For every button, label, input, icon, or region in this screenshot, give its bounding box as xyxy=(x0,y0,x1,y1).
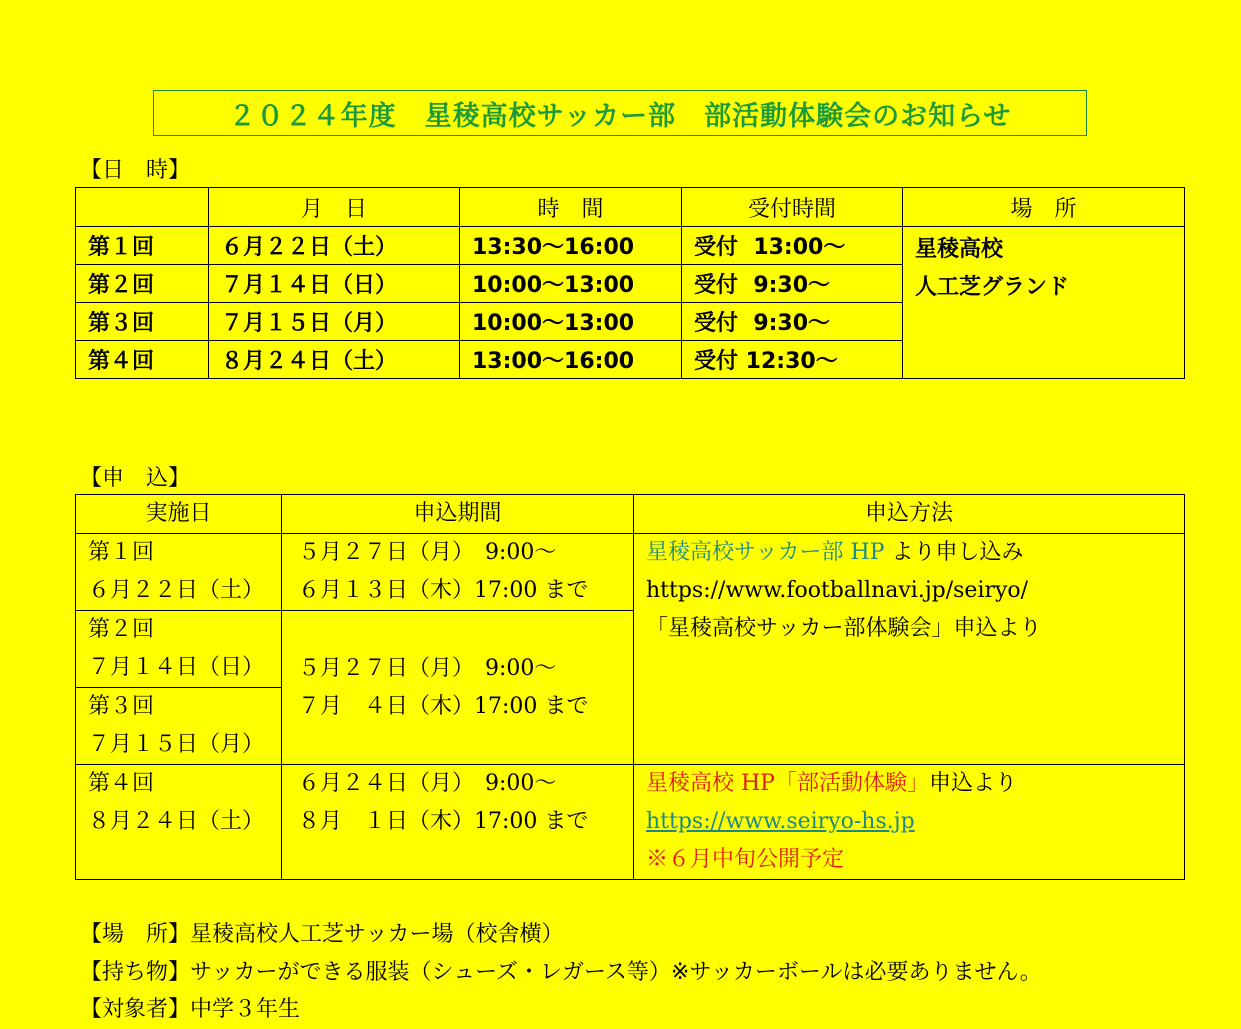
club-hp-url: https://www.footballnavi.jp/seiryo/ xyxy=(646,578,1029,603)
period-end: ８月 １日（木）17:00 まで xyxy=(298,809,589,834)
session-number: 第１回 xyxy=(76,227,209,265)
table-row xyxy=(76,227,1185,265)
session-reception: 受付 9:30〜 xyxy=(682,265,903,303)
schedule-header-row xyxy=(76,188,1185,227)
schedule-header-reception: 受付時間 xyxy=(682,188,903,227)
apply-header-period: 申込期間 xyxy=(282,495,634,534)
method-note: 「星稜高校サッカー部体験会」申込より xyxy=(646,616,1042,641)
period-start: ５月２７日（月） 9:00〜 xyxy=(298,540,557,565)
session-date: ８月２４日（土） xyxy=(88,809,265,834)
table-row xyxy=(76,534,1185,611)
school-hp-text: 星稜高校 HP「部活動体験」 xyxy=(646,771,929,796)
session-number: 第２回 xyxy=(88,617,155,642)
method-text: より申し込み xyxy=(884,540,1024,565)
schedule-header-place: 場 所 xyxy=(903,188,1185,227)
method-line xyxy=(634,765,1184,803)
apply-header-method: 申込方法 xyxy=(634,495,1185,534)
session-reception: 受付 13:00〜 xyxy=(682,227,903,265)
session-time: 13:00〜16:00 xyxy=(460,341,682,379)
apply-day-cell xyxy=(76,688,282,765)
apply-method-cell xyxy=(634,534,1185,765)
apply-day-cell xyxy=(76,765,282,880)
footer-target: 【対象者】中学３年生 xyxy=(80,997,301,1022)
method-text: 申込より xyxy=(928,771,1017,796)
club-hp-text: 星稜高校サッカー部 HP xyxy=(646,540,885,565)
apply-period-cell xyxy=(282,611,634,765)
method-line xyxy=(634,534,1184,572)
footer-place: 【場 所】星稜高校人工芝サッカー場（校舎横） xyxy=(80,922,564,947)
session-time: 10:00〜13:00 xyxy=(460,303,682,341)
apply-period-cell xyxy=(282,765,634,880)
schedule-header-date: 月 日 xyxy=(209,188,460,227)
session-number: 第３回 xyxy=(76,303,209,341)
session-time: 13:30〜16:00 xyxy=(460,227,682,265)
session-time: 10:00〜13:00 xyxy=(460,265,682,303)
session-number: 第１回 xyxy=(88,540,155,565)
place-line-2: 人工芝グランド xyxy=(915,275,1070,300)
session-date: ７月１５日（月） xyxy=(209,303,460,341)
session-reception: 受付 12:30〜 xyxy=(682,341,903,379)
session-date: ８月２４日（土） xyxy=(209,341,460,379)
schedule-header-time: 時 間 xyxy=(460,188,682,227)
schedule-section-label: 【日 時】 xyxy=(80,158,191,183)
apply-header-row xyxy=(76,495,1185,534)
session-date: ７月１４日（日） xyxy=(209,265,460,303)
session-number: 第２回 xyxy=(76,265,209,303)
apply-day-cell xyxy=(76,534,282,611)
session-date: ７月１５日（月） xyxy=(88,732,265,757)
session-number: 第４回 xyxy=(88,771,155,796)
session-date: ６月２２日（土） xyxy=(88,578,265,603)
period-end: ６月１３日（木）17:00 まで xyxy=(298,578,589,603)
session-number: 第３回 xyxy=(88,694,155,719)
footer-items: 【持ち物】サッカーができる服装（シューズ・レガース等）※サッカーボールは必要ありません。 xyxy=(80,960,1042,985)
session-date: ７月１４日（日） xyxy=(88,655,265,680)
apply-day-cell xyxy=(76,611,282,688)
session-place xyxy=(903,227,1185,379)
application-table xyxy=(75,494,1185,880)
period-start: ５月２７日（月） 9:00〜 xyxy=(298,655,557,681)
session-number: 第４回 xyxy=(76,341,209,379)
schedule-header-empty xyxy=(76,188,209,227)
school-hp-link[interactable]: https://www.seiryo-hs.jp xyxy=(646,809,915,834)
place-line-1: 星稜高校 xyxy=(915,237,1004,262)
period-end: ７月 ４日（木）17:00 まで xyxy=(298,693,589,719)
apply-section-label: 【申 込】 xyxy=(80,466,191,491)
apply-period-cell xyxy=(282,534,634,611)
school-hp-link-row xyxy=(634,803,1184,841)
page-title: ２０２４年度 星稜高校サッカー部 部活動体験会のお知らせ xyxy=(153,90,1087,136)
session-date: ６月２２日（土） xyxy=(209,227,460,265)
table-row xyxy=(76,765,1185,880)
period-start: ６月２４日（月） 9:00〜 xyxy=(298,771,557,796)
apply-header-day: 実施日 xyxy=(76,495,282,534)
schedule-table xyxy=(75,187,1185,379)
session-reception: 受付 9:30〜 xyxy=(682,303,903,341)
apply-method-cell xyxy=(634,765,1185,880)
publish-note: ※６月中旬公開予定 xyxy=(646,847,845,872)
